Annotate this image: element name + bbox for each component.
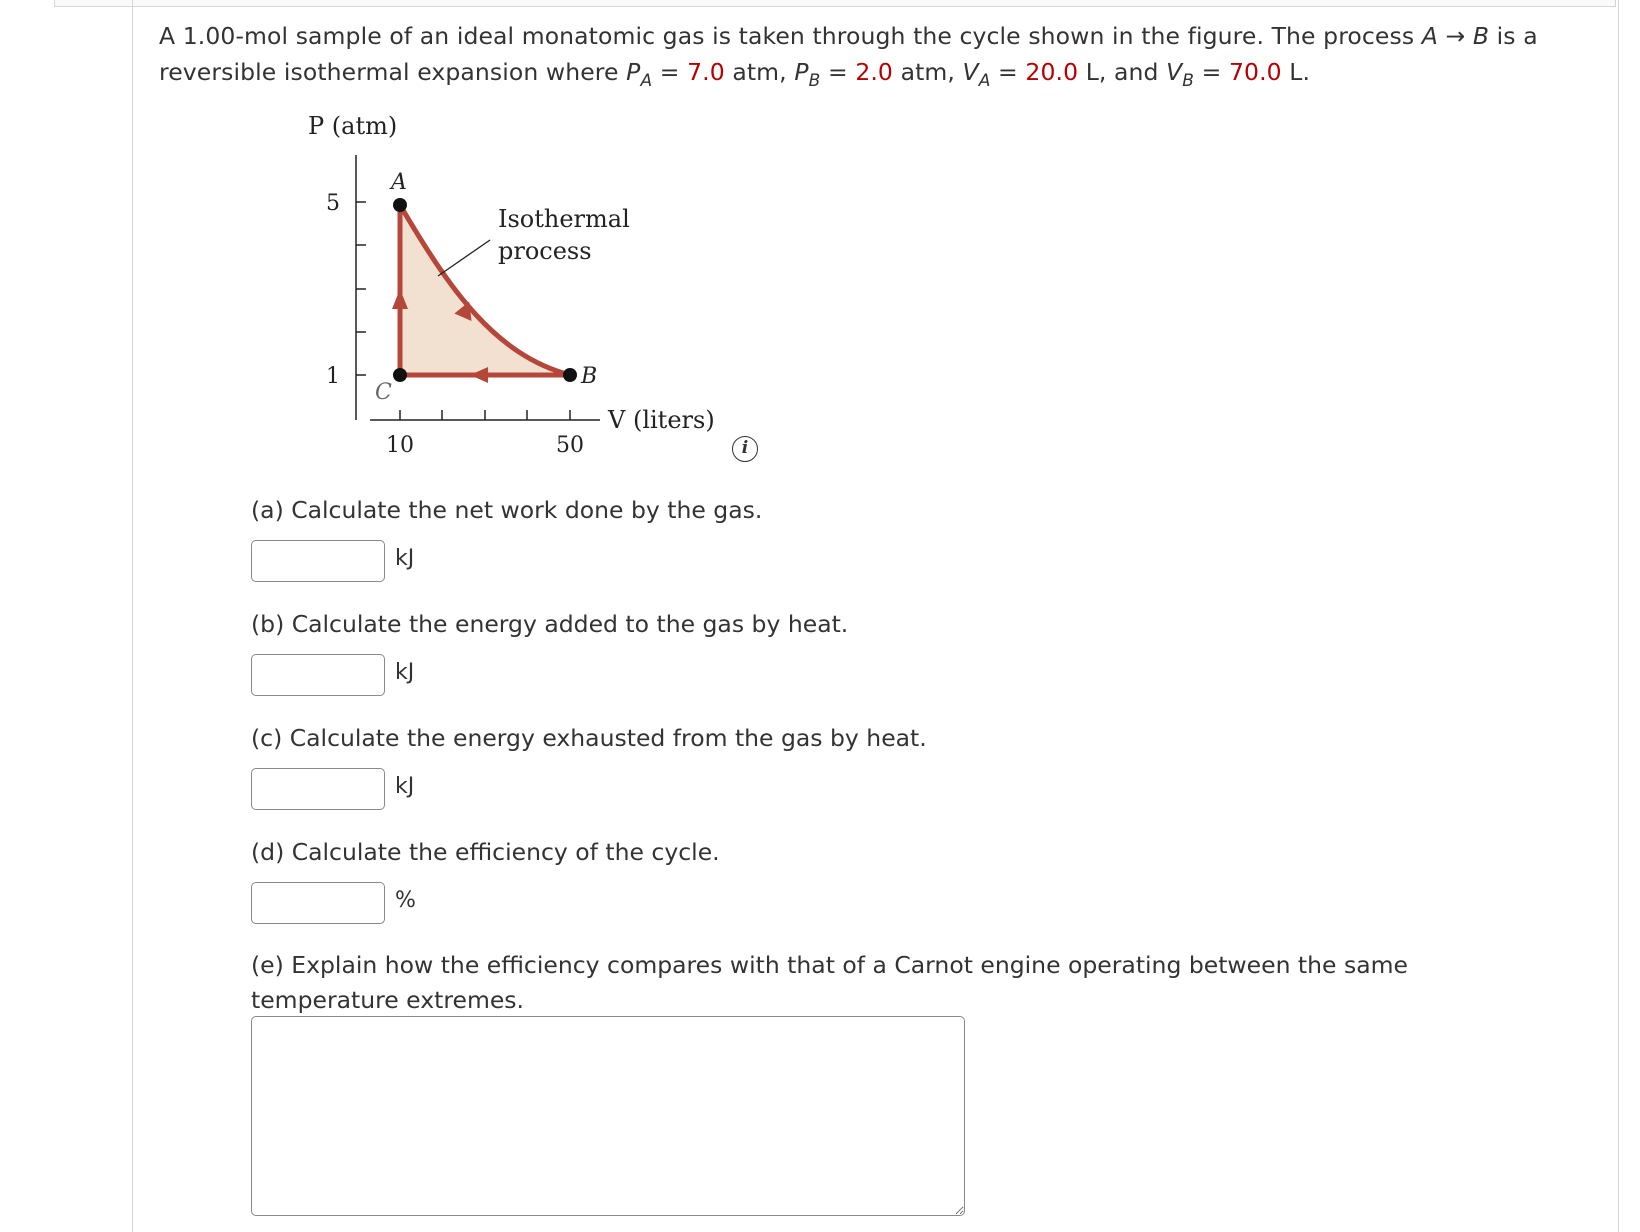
pv-diagram-svg xyxy=(290,105,730,465)
info-icon[interactable]: i xyxy=(732,436,758,462)
va-value: 20.0 xyxy=(1025,58,1079,86)
point-b-label: B xyxy=(581,364,598,389)
part-a-unit: kJ xyxy=(395,546,415,571)
x-tick-label-10: 10 xyxy=(386,433,414,458)
part-d-answer-input[interactable] xyxy=(251,882,385,924)
y-ticks xyxy=(356,202,366,375)
pv-diagram xyxy=(290,105,730,469)
vb-value: 70.0 xyxy=(1229,58,1282,86)
part-b-answer-input[interactable] xyxy=(251,654,385,696)
part-e-answer-textarea[interactable] xyxy=(251,1016,965,1216)
left-border xyxy=(132,0,133,1232)
part-a-prompt: (a) Calculate the net work done by the gas. xyxy=(251,496,763,524)
x-tick-label-50: 50 xyxy=(556,433,584,458)
annotation-process: process xyxy=(498,237,592,265)
top-frame xyxy=(54,0,1616,7)
y-tick-label-5: 5 xyxy=(326,191,340,216)
annotation-leader xyxy=(438,240,490,276)
point-c-label: C xyxy=(375,380,392,405)
pa-value: 7.0 xyxy=(687,58,725,86)
part-c-prompt: (c) Calculate the energy exhausted from the gas by heat. xyxy=(251,724,927,752)
x-axis-label: V (liters) xyxy=(608,406,715,434)
question-text: A 1.00-mol sample of an ideal monatomic gas is taken through the cycle shown in the figure. The process A → B is a reversible isothermal expansion where $P_A = 7.0$ atm, $P_B = 2.0$ atm, $V_A = 20.0$ L, and $V_B = 70.0$ L. xyxy=(159,22,1538,91)
point-c-dot xyxy=(393,368,407,382)
part-b-unit: kJ xyxy=(395,660,415,685)
y-tick-label-1: 1 xyxy=(326,364,340,389)
part-e-prompt: (e) Explain how the efficiency compares with that of a Carnot engine operating between the same temperature extremes. xyxy=(251,951,1408,1014)
part-d-prompt: (d) Calculate the efficiency of the cycle. xyxy=(251,838,720,866)
y-axis-label: P (atm) xyxy=(308,112,398,140)
annotation-isothermal: Isothermal xyxy=(498,205,630,233)
pb-value: 2.0 xyxy=(855,58,893,86)
part-c-answer-input[interactable] xyxy=(251,768,385,810)
point-a-dot xyxy=(393,198,407,212)
point-a-label: A xyxy=(391,170,407,195)
part-c-unit: kJ xyxy=(395,774,415,799)
x-ticks xyxy=(400,410,570,420)
right-border xyxy=(1618,0,1619,1232)
point-b-dot xyxy=(563,368,577,382)
part-b-prompt: (b) Calculate the energy added to the gas by heat. xyxy=(251,610,849,638)
part-a-answer-input[interactable] xyxy=(251,540,385,582)
part-d-unit: % xyxy=(395,888,416,913)
